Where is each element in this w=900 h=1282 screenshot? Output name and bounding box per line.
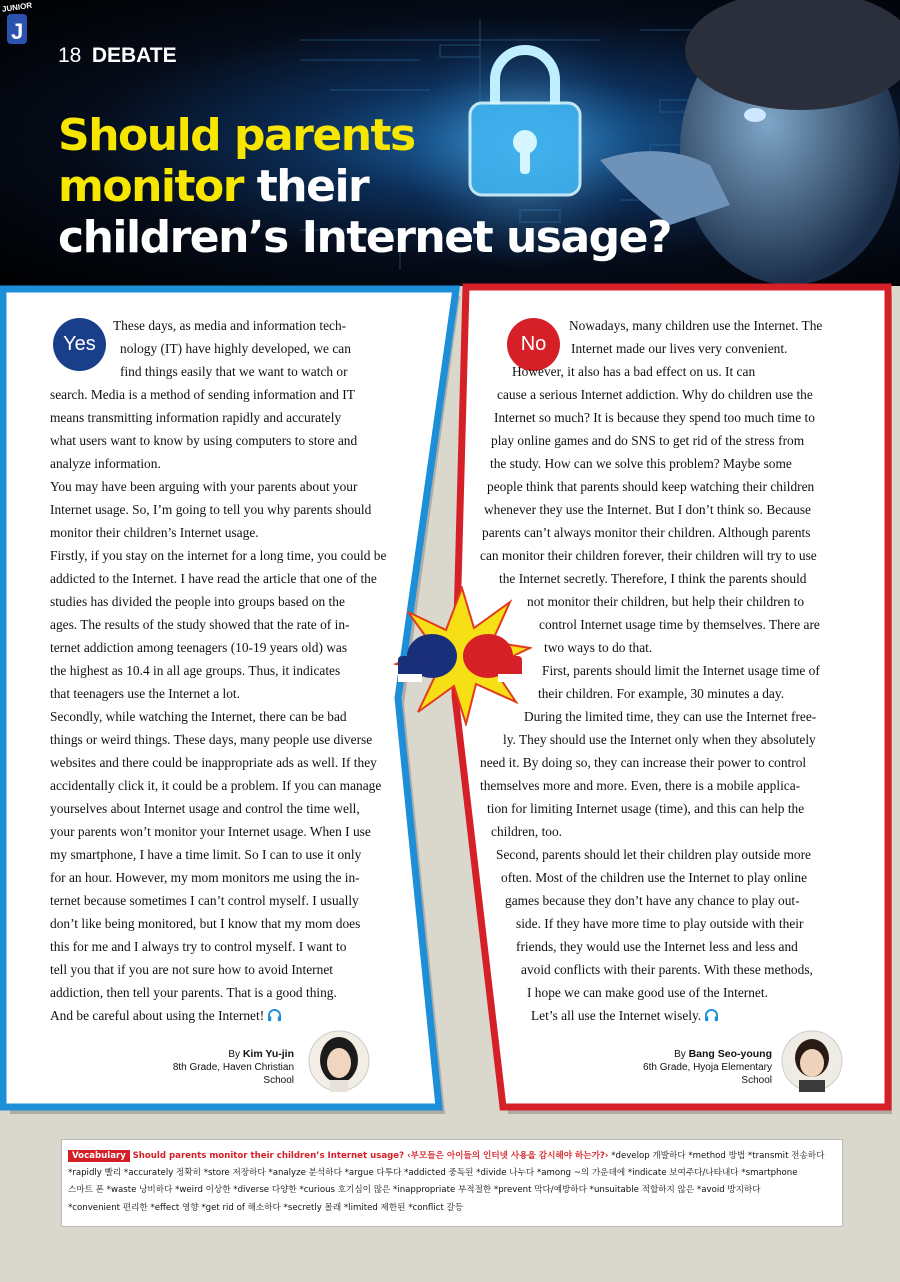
no-line: people think that parents should keep watching their children [487,479,815,494]
no-line: avoid conflicts with their parents. With these methods, [521,962,813,977]
no-line: can monitor their children forever, their children will try to use [480,548,817,563]
yes-line: analyze information. [50,456,161,471]
page-number: 18 [58,44,82,67]
yes-author: Kim Yu-jin [242,1048,294,1060]
no-line: play online games and do SNS to get rid of the stress from [491,433,805,448]
no-line: Second, parents should let their children play outside more [496,847,811,862]
yes-line: These days, as media and information tech- [113,318,347,333]
vocabulary-label: Vocabulary [68,1150,130,1162]
no-line: Let’s all use the Internet wisely. [480,1004,822,1027]
yes-line: find things easily that we want to watch or [120,364,348,379]
no-line: games because they don’t have any chance to play out- [505,893,800,908]
headphones-icon[interactable] [267,1009,282,1022]
yes-author-avatar [308,1030,370,1092]
no-line: First, parents should limit the Internet usage time of [542,663,820,678]
yes-byline: By Kim Yu-jin 8th Grade, Haven Christian School [172,1048,294,1086]
no-line: Internet so much? It is because they spend too much time to [494,410,815,425]
yes-line: studies has divided the people into groups based on the [50,594,345,609]
no-line: cause a serious Internet addiction. Why do children use the [497,387,813,402]
no-line: themselves more and more. Even, there is a mobile applica- [480,778,801,793]
yes-line: that teenagers use the Internet a lot. [50,686,240,701]
yes-line: ternet addiction among teenagers (10-19 years old) was [50,640,348,655]
yes-line: And be careful about using the Internet! [50,1004,386,1027]
no-line: whenever they use the Internet. But I don’t think so. Because [484,502,811,517]
yes-line: monitor their children’s Internet usage. [50,525,259,540]
no-line: often. Most of the children use the Internet to play online [501,870,808,885]
yes-line: ternet because sometimes I can’t control myself. I usually [50,893,359,908]
yes-line: Firstly, if you stay on the internet for a long time, you could be [50,548,387,563]
vocabulary-line-1: *develop 개발하다 *method 방법 *transmit 전송하다 [611,1151,825,1161]
yes-line: Internet usage. So, I’m going to tell you why parents should [50,502,372,517]
yes-line: yourselves about Internet usage and control the time well, [50,801,360,816]
yes-line: addiction, then tell your parents. That is a good thing. [50,985,337,1000]
no-author-avatar [781,1030,843,1092]
vocabulary-box [61,1139,843,1227]
svg-text:J: J [11,19,24,44]
no-line: control Internet usage time by themselves. There are [539,617,820,632]
yes-school: 8th Grade, Haven Christian School [172,1062,294,1086]
yes-line: my smartphone, I have a time limit. So I can to use it only [50,847,362,862]
yes-line: what users want to know by using computers to store and [50,433,358,448]
no-article [480,314,822,1027]
no-line: friends, they would use the Internet less and less and [516,939,798,954]
yes-line: for an hour. However, my mom monitors me using the in- [50,870,360,885]
no-line: the study. How can we solve this problem? Maybe some [490,456,792,471]
no-line: two ways to do that. [544,640,653,655]
no-line: During the limited time, they can use the Internet free- [524,709,817,724]
no-school: 6th Grade, Hyoja Elementary School [643,1062,772,1086]
yes-line: means transmitting information rapidly and accurately [50,410,342,425]
no-line: need it. By doing so, they can increase their power to control [480,755,807,770]
no-author: Bang Seo-young [688,1048,772,1060]
vocabulary-heading: Should parents monitor their children’s Internet usage? ‹부모들은 아이들의 인터넷 사용을 감시해야 하는가?› [132,1151,609,1161]
no-byline: By Bang Seo-young 6th Grade, Hyoja Elementary School [643,1048,772,1086]
yes-line: addicted to the Internet. I have read the article that one of the [50,571,377,586]
no-line: ly. They should use the Internet only when they absolutely [503,732,816,747]
yes-line: Secondly, while watching the Internet, there can be bad [50,709,347,724]
yes-line: this for me and I always try to control myself. I want to [50,939,347,954]
no-line: parents can’t always monitor their children. Although parents [482,525,811,540]
no-line: the Internet secretly. Therefore, I think the parents should [499,571,807,586]
yes-line: websites and there could be inappropriate ads as well. If they [50,755,377,770]
yes-line: don’t like being monitored, but I know that my mom does [50,916,361,931]
no-line: However, it also has a bad effect on us. It can [512,364,756,379]
no-line: not monitor their children, but help their children to [527,594,805,609]
no-line: side. If they have more time to play outside with their [516,916,804,931]
vocabulary-line-4: *convenient 편리한 *effect 영향 *get rid of 해소하다 *secretly 몰래 *limited 제한된 *conflict 갈등 [68,1202,464,1213]
yes-line: ages. The results of the study showed that the rate of in- [50,617,350,632]
yes-line: your parents won’t monitor your Internet usage. When I use [50,824,371,839]
no-badge: No [507,318,560,371]
no-line: I hope we can make good use of the Internet. [527,985,768,1000]
no-line: children, too. [491,824,563,839]
yes-line: things or weird things. These days, many people use diverse [50,732,373,747]
yes-badge: Yes [53,318,106,371]
no-line: their children. For example, 30 minutes a day. [538,686,785,701]
vocabulary-line-2: *rapidly 빨리 *accurately 정확히 *store 저장하다 *analyze 분석하다 *argue 다투다 *addicted 중독된 *divide 나누다 *among ~의 가운데에 *indicate 보여주다/나타내다 *smartphone [68,1168,798,1179]
yes-line: You may have been arguing with your parents about your [50,479,358,494]
yes-article [50,314,386,1027]
yes-line: accidentally click it, it could be a problem. If you can manage [50,778,382,793]
no-line: tion for limiting Internet usage (time), and this can help the [487,801,805,816]
no-line: Nowadays, many children use the Internet. The [569,318,823,333]
section-label: DEBATE [91,44,177,67]
yes-line: the highest as 10.4 in all age groups. Thus, it indicates [50,663,341,678]
yes-line: nology (IT) have highly developed, we can [120,341,351,356]
headphones-icon[interactable] [704,1009,719,1022]
yes-line: tell you that if you are not sure how to avoid Internet [50,962,333,977]
page-title: Should parents monitor their children’s Internet usage? [58,110,672,263]
yes-line: search. Media is a method of sending information and IT [50,387,355,402]
svg-text:JUNIOR: JUNIOR [1,0,33,14]
vocabulary-line-3: 스마트 폰 *waste 낭비하다 *weird 이상한 *diverse 다양한 *curious 호기심이 많은 *inappropriate 부적절한 *prevent 막다/예방하다 *unsuitable 적합하지 않은 *avoid 방지하다 [68,1185,761,1196]
no-line: Internet made our lives very convenient. [571,341,788,356]
